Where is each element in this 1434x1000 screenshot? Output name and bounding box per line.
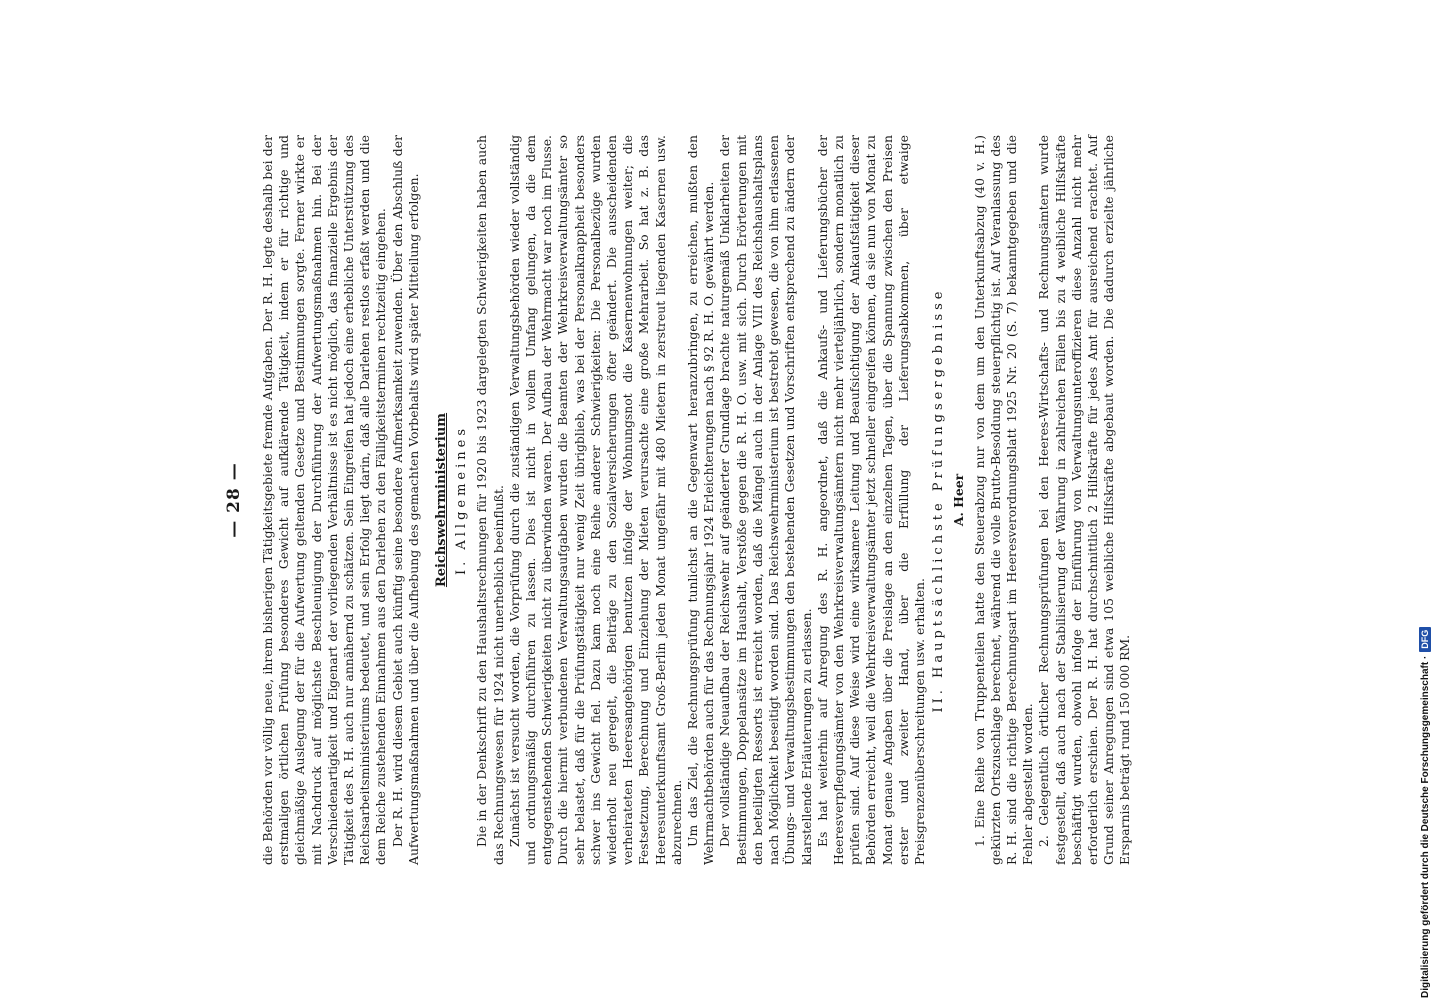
paragraph-aufwertung-intro: die Behörden vor völlig neue, ihrem bisherigen Tätigkeitsgebiete fremde Aufgaben. Der R. H. legte deshalb bei der erstmaligen örtlichen Prüfung besonderes Gewicht auf aufklärende Tätigkeit, indem er für richtige und gleichmäßige Auslegung der für die Aufwertung geltenden Gesetze und Bestimmungen sorgte. Ferner wirkte er mit Nachdruck auf möglichste Beschleunigung der Durchführung der Aufwertungsmaßnahmen hin. Bei der Verschiedenartigkeit und Eigenart der vorliegenden Verhältnisse ist es nicht möglich, das finanzielle Ergebnis der Tätigkeit des R. H. auch nur annähernd zu schätzen. Sein Eingreifen hat jedoch eine erhebliche Unterstützung des Reichsarbeitsministeriums bedeutet, und sein Erfolg liegt darin, daß alle Darlehen restlos erfaßt werden und die dem Reiche zustehenden Einnahmen aus den Darlehen zu den Fälligkeitsterminen rechtzeitig eingehen. — [260, 135, 389, 865]
subsection-heading-allgemeines: I. Allgemeines — [454, 424, 470, 576]
subsection-heading-heer: A. Heer — [951, 473, 967, 527]
paragraph-rechnungspruefung-ziel: Um das Ziel, die Rechnungsprüfung tunlichst an die Gegenwart heranzubringen, zu erreichen, mußten den Wehrmachtbehörden auch für das Rechnungsjahr 1924 Erleichterungen nach § 92 R. H. O. gewährt werden. — [685, 135, 717, 865]
paragraph-denkschrift: Die in der Denkschrift zu den Haushaltsrechnungen für 1920 bis 1923 dargelegten Schwierigkeiten haben auch das Rechnungswesen für 1924 nicht unerheblich beeinflußt. — [474, 135, 506, 865]
dfg-logo: DFG — [1419, 627, 1431, 652]
paragraph-vorpruefung: Zunächst ist versucht worden, die Vorprüfung durch die zuständigen Verwaltungsbehörden wieder vollständig und ordnungsmäßig durchführen zu lassen. Dies ist nicht in vollem Umfang gelungen, da die dem entgegenstehenden Schwierigkeiten nicht zu überwinden waren. Der Aufbau der Wehrmacht war noch im Flusse. Durch die hiermit verbundenen Verwaltungsaufgaben wurden die Beamten der Wehrkreisverwaltungsämter so sehr belastet, daß für die Prüfungstätigkeit nur wenig Zeit übrigblieb, was bei der Personalknappheit besonders schwer ins Gewicht fiel. Dazu kam noch eine Reihe anderer Schwierigkeiten: Die Personalbezüge wurden wiederholt neu geregelt, die Beiträge zu den Sozialversicherungen öfter geändert. Die ausscheidenden verheirateten Heeresangehörigen benutzen infolge der Wohnungsnot die Kasernenwohnungen weiter; die Festsetzung, Berechnung und Einziehung der Mieten verursachte eine große Mehrarbeit. So hat z. B. das Heeresunterkunftsamt Groß-Berlin jeden Monat ungefähr mit 480 Mietern in zerstreut liegenden Kasernen usw. abzurechnen. — [506, 135, 684, 865]
paragraph-neuaufbau: Der vollständige Neuaufbau der Reichswehr auf geänderter Grundlage brachte naturgemäß Unklarheiten der Bestimmungen, Doppelansätze im Haushalt, Verstöße gegen die R. H. O. usw. mit sich. Durch Erörterungen mit den beteiligten Ressorts ist erreicht worden, daß die Mängel auch in der Anlage VIII des Reichshaushaltsplans nach Möglichkeit beseitigt worden sind. Das Reichswehrministerium ist bestrebt gewesen, die von ihm erlassenen Übungs- und Verwaltungsbestimmungen den bestehenden Gesetzen und Vorschriften entsprechend zu ändern oder klarstellende Erläuterungen zu erlassen. — [717, 135, 814, 865]
paragraph-ankaufsbuecher: Es hat weiterhin auf Anregung des R. H. angeordnet, daß die Ankaufs- und Lieferungsbücher der Heeresverpflegungsämter von den Wehrkreisverwaltungsämtern nicht mehr vierteljährlich, sondern monatlich zu prüfen sind. Auf diese Weise wird eine wirksamere Leitung und Beaufsichtigung der Ankaufstätigkeit dieser Behörden erreicht, weil die Wehrkreisverwaltungsämter jetzt schneller eingreifen können, da sie nun von Monat zu Monat genaue Angaben über die Preislage an den einzelnen Tagen, über die Spannung zwischen den Preisen erster und zweiter Hand, über die Erfüllung der Lieferungsabkommen, über etwaige Preisgrenzenüberschreitungen usw. erhalten. — [814, 135, 927, 865]
rotated-document-page — [92, 135, 1342, 865]
paragraph-aufwertung-outlook: Der R. H. wird diesem Gebiet auch künftig seine besondere Aufmerksamkeit zuwenden. Über den Abschluß der Aufwertungsmaßnahmen und über die Aufhebung des gemachten Vorbehalts wird später Mitteilung erfolgen. — [389, 135, 421, 865]
paragraph-steuerabzug: 1. Eine Reihe von Truppenteilen hatte den Steuerabzug nur von dem um den Unterkunftsabzug (40 v. H.) gekürzten Ortszuschlage berechnet, während die volle Brutto-Besoldung steuerpflichtig ist. Auf Veranlassung des R. H. sind die richtige Berechnungsart im Heeresverordnungsblatt 1925 Nr. 20 (S. 7) bekanntgegeben und die Fehler abgestellt worden. — [971, 135, 1036, 865]
paragraph-hilfskraefte: 2. Gelegentlich örtlicher Rechnungsprüfungen bei den Heeres-Wirtschafts- und Rechnungsämtern wurde festgestellt, daß auch nach der Stabilisierung der Währung in zahlreichen Fällen bis zu 4 weibliche Hilfskräfte beschäftigt wurden, obwohl infolge der Einführung von Verwaltungsunteroffizieren diese Anzahl nicht mehr erforderlich erschien. Der R. H. hat durchschnittlich 2 Hilfskräfte für jedes Amt für ausreichend erachtet. Auf Grund seiner Anregungen sind etwa 105 weibliche Hilfskräfte abgebaut worden. Die dadurch erzielte jährliche Ersparnis beträgt rund 150 000 RM. — [1036, 135, 1133, 865]
subsection-heading-pruefungsergebnisse: II. Hauptsächlichste Prüfungsergebnisse — [931, 287, 947, 713]
credit-text: Digitalisierung gefördert durch die Deutsche Forschungsgemeinschaft · — [1419, 655, 1431, 998]
digitization-credit — [1416, 8, 1434, 998]
section-heading-reichswehrministerium: Reichswehrministerium — [434, 412, 450, 588]
document-body — [260, 135, 1134, 865]
page-number: — 28 — — [224, 462, 244, 538]
